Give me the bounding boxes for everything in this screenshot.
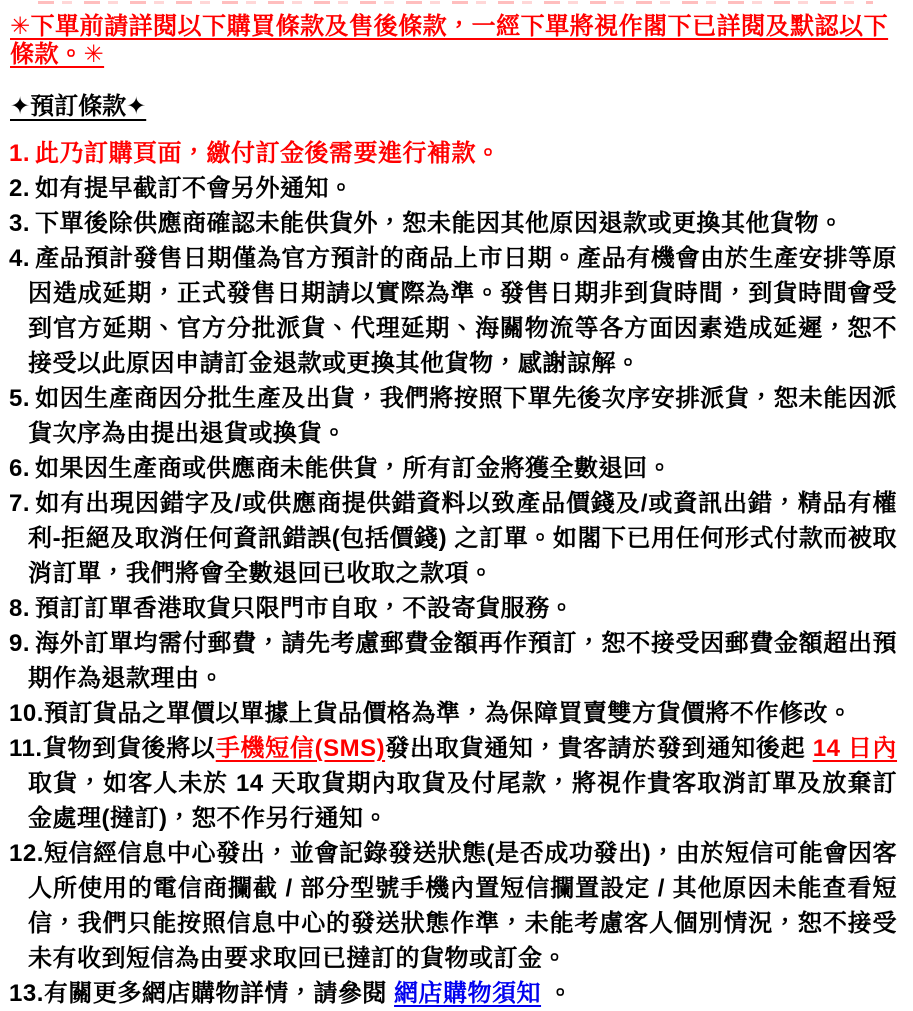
term-number: 8.	[9, 595, 31, 622]
term-number: 3.	[9, 210, 31, 237]
term-text: 下單後除供應商確認未能供貨外，恕未能因其他原因退款或更換其他貨物。	[35, 210, 844, 237]
term-item	[9, 486, 897, 591]
term-number: 2.	[9, 175, 31, 202]
term-item	[9, 381, 897, 451]
term-text: 取貨，如客人未於 14 天取貨期內取貨及付尾款，將視作貴客取消訂單及放棄訂金處理(撻訂)，恕不作另行通知。	[28, 770, 897, 832]
term-number: 5.	[9, 385, 31, 412]
term-item	[9, 591, 897, 626]
term-text: 如果因生產商或供應商未能供貨，所有訂金將獲全數退回。	[35, 455, 672, 482]
term-item	[9, 626, 897, 696]
term-text: 貨物到貨後將以	[42, 735, 216, 762]
term-text: 短信經信息中心發出，並會記錄發送狀態(是否成功發出)，由於短信可能會因客人所使用的電信商攔截 / 部分型號手機內置短信攔置設定 / 其他原因未能查看短信，我們只能按照信息中心的發送狀態作準，未能考慮客人個別情況，恕不接受未有收到短信為由要求取回已撻訂的貨物或訂金。	[28, 840, 897, 972]
term-item	[9, 976, 897, 1011]
term-number: 4.	[9, 245, 31, 272]
term-item	[9, 241, 897, 381]
term-text: 有關更多網店購物詳情，請參閱	[43, 980, 395, 1007]
term-number: 6.	[9, 455, 31, 482]
purchase-notice-header: ✳下單前請詳閱以下購買條款及售後條款，一經下單將視作閣下已詳閱及默認以下條款。✳	[10, 13, 889, 68]
term-text: 預訂訂單香港取貨只限門市自取，不設寄貨服務。	[35, 595, 574, 622]
term-text: 此乃訂購頁面，繳付訂金後需要進行補款。	[35, 140, 501, 167]
term-number: 7.	[9, 490, 31, 517]
term-item	[9, 206, 897, 241]
term-item	[9, 136, 897, 171]
term-item	[9, 171, 897, 206]
term-text: 海外訂單均需付郵費，請先考慮郵費金額再作預訂，恕不接受因郵費金額超出預期作為退款理由。	[28, 630, 897, 692]
term-number: 10.	[9, 700, 44, 727]
term-text: 產品預計發售日期僅為官方預計的商品上市日期。產品有機會由於生產安排等原因造成延期，正式發售日期請以實際為準。發售日期非到貨時間，到貨時間會受到官方延期、官方分批派貨、代理延期、海關物流等各方面因素造成延遲，恕不接受以此原因申請訂金退款或更換其他貨物，感謝諒解。	[28, 245, 897, 377]
term-text: 如有出現因錯字及/或供應商提供錯資料以致產品價錢及/或資訊出錯，精品有權利-拒絕及取消任何資訊錯誤(包括價錢) 之訂單。如閣下已用任何形式付款而被取消訂單，我們將會全數退回已收取之款項。	[28, 490, 897, 587]
term-text: 如有提早截訂不會另外通知。	[35, 175, 354, 202]
term-item	[9, 731, 897, 836]
term-item	[9, 451, 897, 486]
term-text: 預訂貨品之單價以單據上貨品價格為準，為保障買賣雙方貨價將不作修改。	[43, 700, 853, 727]
sms-notice-highlight: 手機短信(SMS)	[215, 735, 386, 762]
term-number: 11.	[9, 735, 43, 762]
term-item	[9, 696, 897, 731]
term-text: 發出取貨通知，貴客請於發到通知後起	[385, 735, 813, 762]
term-text: 如因生產商因分批生產及出貨，我們將按照下單先後次序安排派貨，恕未能因派貨次序為由提出退貨或換貨。	[28, 385, 897, 447]
term-number: 9.	[9, 630, 31, 657]
term-item	[9, 836, 897, 976]
preorder-terms-title: ✦預訂條款✦	[10, 93, 147, 120]
term-text: 。	[541, 980, 573, 1007]
pickup-deadline-highlight: 14 日內	[812, 735, 898, 762]
cropped-text-remnant	[38, 1, 873, 4]
term-number: 12.	[9, 840, 44, 867]
term-number: 1.	[9, 140, 31, 167]
shop-guide-link[interactable]: 網店購物須知	[394, 980, 542, 1007]
terms-list	[9, 136, 897, 1011]
term-number: 13.	[9, 980, 44, 1007]
